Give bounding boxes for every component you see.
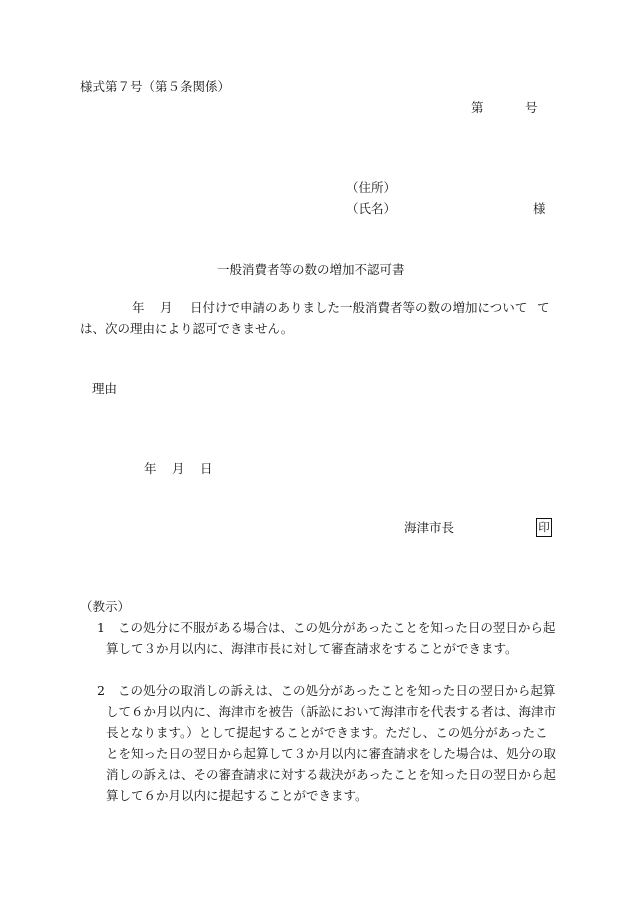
date-month: 月 (172, 461, 185, 476)
form-number: 様式第７号（第５条関係） (80, 79, 231, 94)
body-line2: は、次の理由により認可できません。 (80, 321, 294, 336)
instruction-number: 1 (97, 620, 105, 635)
instruction-item (80, 680, 556, 806)
name-label: （氏名） (346, 201, 397, 216)
instruction-number: 2 (97, 683, 105, 698)
doc-number-prefix: 第 (471, 100, 484, 115)
body-line1-end: て (537, 300, 550, 315)
issuer-name: 海津市長 (404, 520, 455, 535)
instructions-heading: （教示） (80, 599, 131, 614)
date-day: 日 (200, 461, 213, 476)
honorific: 様 (533, 201, 546, 216)
document-title: 一般消費者等の数の増加不認可書 (217, 262, 405, 277)
date-year: 年 (144, 461, 157, 476)
instruction-item (80, 617, 556, 659)
instruction-text: この処分に不服がある場合は、この処分があったことを知った日の翌日から起算して３か月以内に、海津市長に対して審査請求をすることができます。 (106, 620, 556, 656)
instruction-text: この処分の取消しの訴えは、この処分があったことを知った日の翌日から起算して６か月以内に、海津市を被告（訴訟において海津市を代表する者は、海津市長となります。）として提起することができます。ただし、この処分があったことを知った日の翌日から起算して３か月以内に審査請求をした場合は、処分の取消しの訴えは、その審査請求に対する裁決があったことを知った日の翌日から起算して６か月以内に提起することができます。 (106, 683, 557, 803)
body-month: 月 (160, 300, 173, 315)
seal-mark: 印 (536, 518, 552, 537)
body-year: 年 (132, 300, 145, 315)
address-label: （住所） (346, 180, 397, 195)
body-day-text: 日付けで申請のありました一般消費者等の数の増加について (190, 300, 528, 315)
reason-label: 理由 (92, 381, 118, 396)
doc-number-suffix: 号 (525, 100, 538, 115)
